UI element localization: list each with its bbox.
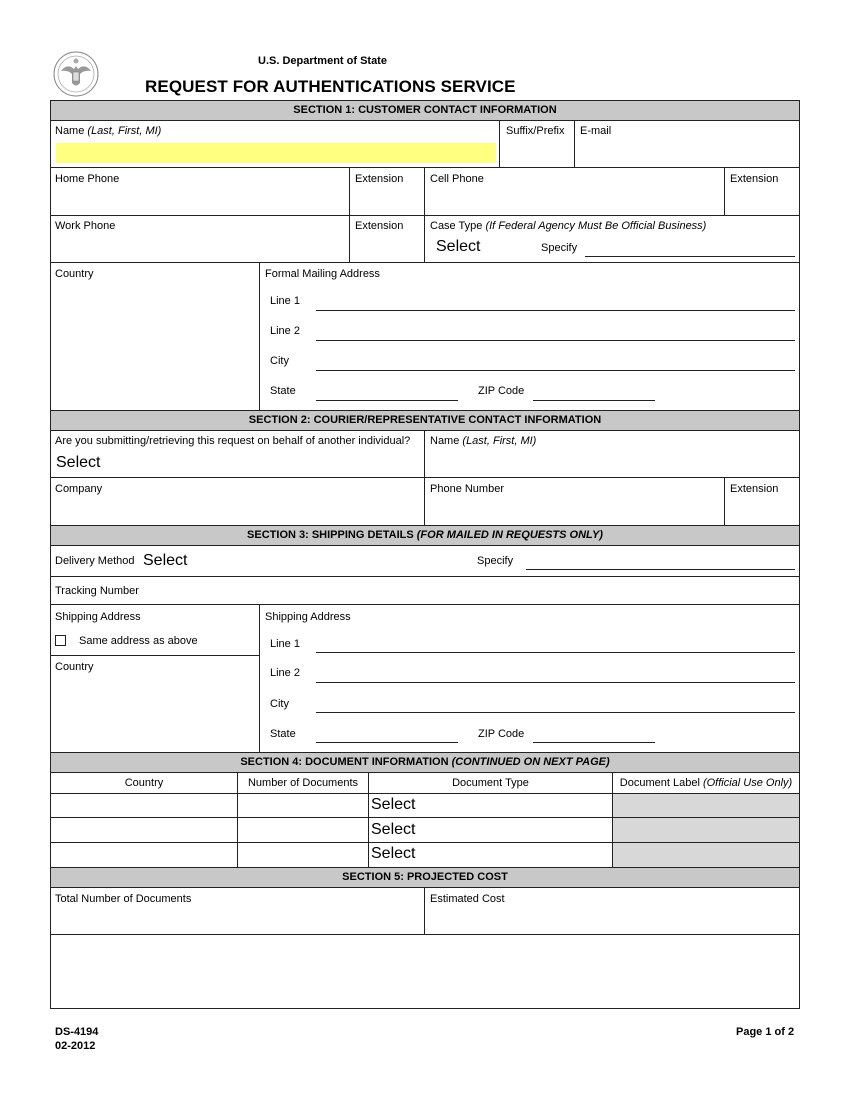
email-label: E-mail [580, 125, 612, 137]
document-type-select-1[interactable]: Select [371, 796, 416, 813]
work-extension-label: Extension [355, 220, 404, 232]
shipping-zip-label: ZIP Code [478, 728, 525, 740]
section4-heading: SECTION 4: DOCUMENT INFORMATION (CONTINUED ON NEXT PAGE) [51, 753, 799, 772]
cell-phone-label: Cell Phone [430, 173, 484, 185]
address-line2-input[interactable] [316, 340, 795, 341]
address-line2-label: Line 2 [270, 325, 300, 337]
col-number-header: Number of Documents [247, 777, 359, 789]
section5-heading: SECTION 5: PROJECTED COST [51, 868, 799, 887]
suffix-label: Suffix/Prefix [506, 125, 565, 137]
behalf-select[interactable]: Select [56, 454, 101, 471]
zip-input[interactable] [533, 400, 655, 401]
delivery-specify-label: Specify [477, 555, 514, 567]
col-country-header: Country [124, 777, 164, 789]
case-type-label: Case Type (If Federal Agency Must Be Official Business) [430, 220, 707, 232]
form-date: 02-2012 [55, 1040, 96, 1052]
shipping-city-input[interactable] [316, 712, 795, 713]
company-label: Company [55, 483, 103, 495]
case-specify-input[interactable] [585, 256, 795, 257]
tracking-number-label: Tracking Number [55, 585, 139, 597]
delivery-method-select[interactable]: Select [143, 552, 188, 569]
country-label: Country [55, 268, 94, 280]
document-type-select-2[interactable]: Select [371, 821, 416, 838]
rep-extension-label: Extension [730, 483, 779, 495]
form-title: REQUEST FOR AUTHENTICATIONS SERVICE [145, 77, 516, 96]
name-input[interactable] [56, 143, 496, 163]
same-address-checkbox[interactable] [55, 635, 66, 646]
document-label-cell [613, 843, 799, 867]
total-documents-label: Total Number of Documents [55, 893, 192, 905]
address-line1-label: Line 1 [270, 295, 300, 307]
shipping-state-label: State [270, 728, 296, 740]
cell-extension-label: Extension [730, 173, 779, 185]
document-label-cell [613, 794, 799, 817]
case-specify-label: Specify [541, 242, 578, 254]
col-label-header: Document Label (Official Use Only) [619, 777, 793, 789]
delivery-method-label: Delivery Method [55, 555, 135, 567]
shipping-line2-label: Line 2 [270, 667, 300, 679]
shipping-country-label: Country [55, 661, 94, 673]
work-phone-label: Work Phone [55, 220, 116, 232]
form-number: DS-4194 [55, 1026, 99, 1038]
section2-heading: SECTION 2: COURIER/REPRESENTATIVE CONTACT INFORMATION [51, 411, 799, 430]
col-type-header: Document Type [452, 777, 529, 789]
city-label: City [270, 355, 289, 367]
section1-heading: SECTION 1: CUSTOMER CONTACT INFORMATION [51, 101, 799, 120]
state-input[interactable] [316, 400, 458, 401]
same-address-label: Same address as above [79, 635, 198, 647]
delivery-specify-input[interactable] [526, 569, 795, 570]
department-name: U.S. Department of State [258, 55, 387, 67]
document-type-select-3[interactable]: Select [371, 845, 416, 862]
shipping-line2-input[interactable] [316, 682, 795, 683]
shipping-state-input[interactable] [316, 742, 458, 743]
behalf-question-label: Are you submitting/retrieving this request on behalf of another individual? [55, 435, 411, 447]
eagle-seal-icon [53, 51, 99, 97]
zip-label: ZIP Code [478, 385, 525, 397]
city-input[interactable] [316, 370, 795, 371]
shipping-city-label: City [270, 698, 289, 710]
rep-name-label: Name (Last, First, MI) [430, 435, 537, 447]
home-phone-label: Home Phone [55, 173, 120, 185]
shipping-zip-input[interactable] [533, 742, 655, 743]
name-label: Name (Last, First, MI) [55, 125, 162, 137]
shipping-address-right-label: Shipping Address [265, 611, 351, 623]
shipping-line1-label: Line 1 [270, 638, 300, 650]
document-label-cell [613, 818, 799, 842]
address-line1-input[interactable] [316, 310, 795, 311]
state-label: State [270, 385, 296, 397]
section3-heading: SECTION 3: SHIPPING DETAILS (FOR MAILED IN REQUESTS ONLY) [51, 526, 799, 545]
case-type-select[interactable]: Select [436, 238, 481, 255]
shipping-address-left-label: Shipping Address [55, 611, 141, 623]
shipping-line1-input[interactable] [316, 652, 795, 653]
rep-phone-label: Phone Number [430, 483, 504, 495]
estimated-cost-label: Estimated Cost [430, 893, 505, 905]
page-number: Page 1 of 2 [736, 1026, 795, 1038]
mailing-address-label: Formal Mailing Address [265, 268, 380, 280]
home-extension-label: Extension [355, 173, 404, 185]
